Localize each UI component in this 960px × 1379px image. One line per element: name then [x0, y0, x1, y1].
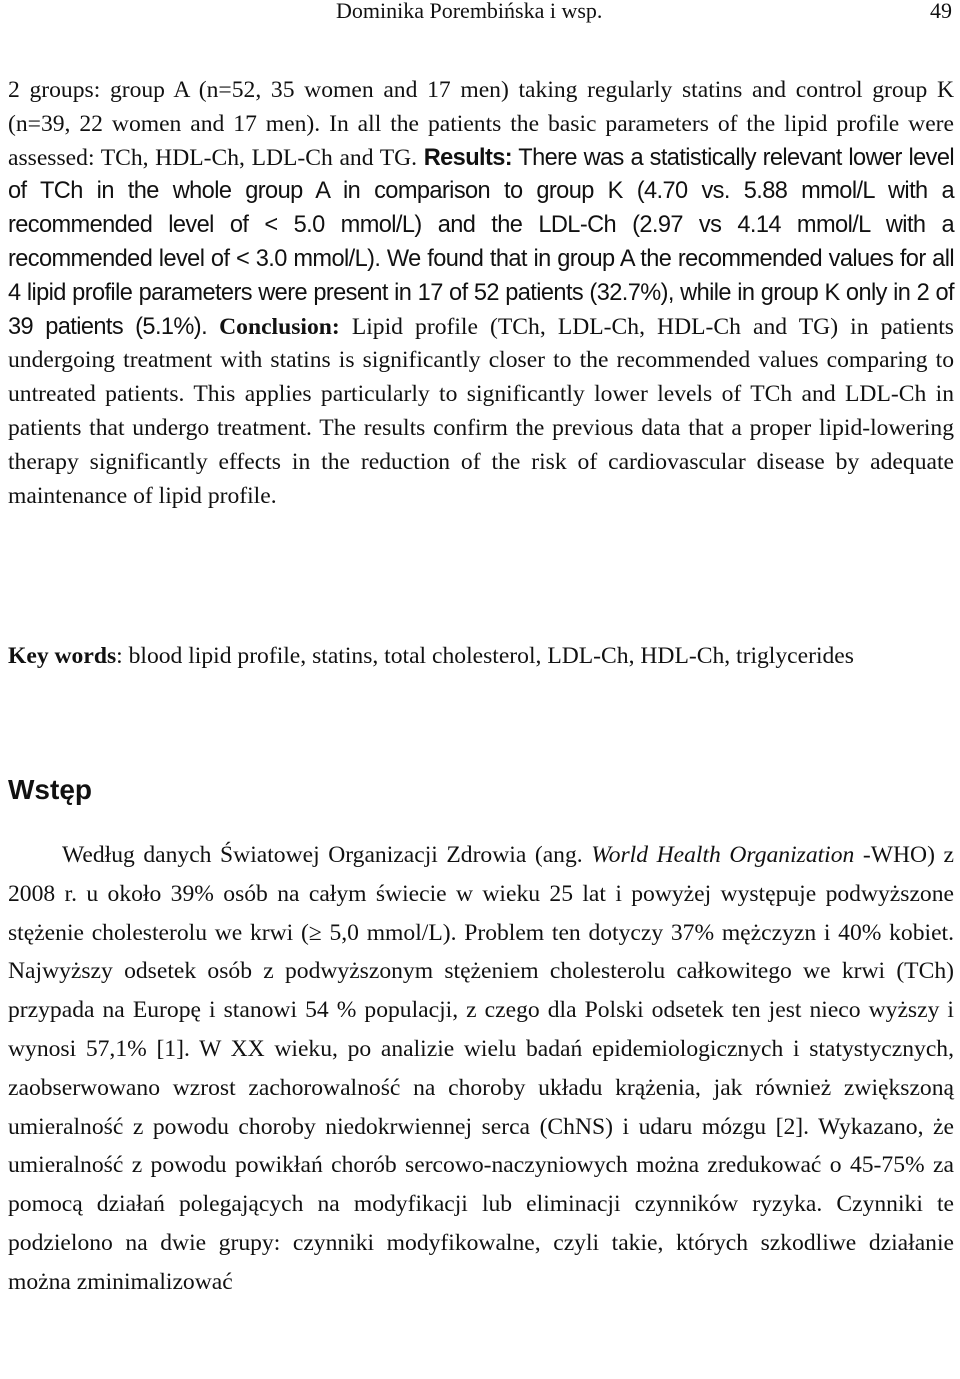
abstract-results [8, 145, 954, 340]
abstract-groups-text: 2 groups: group A (n=52, 35 women and 17 men) taking regularly statins and control group K (n=39, 22 women and 17 men). In all the patients the basic parameters of the lipid profile were assessed: TCh, HDL-Ch, LDL-Ch and TG. [8, 77, 954, 171]
abstract-paragraph [8, 74, 954, 513]
keywords-paragraph [8, 640, 954, 673]
body-paragraph [8, 836, 954, 1302]
body-text-part1: Według danych Światowej Organizacji Zdrowia (ang. [62, 842, 592, 868]
page-number: 49 [930, 0, 952, 23]
keywords-label: Key words [8, 643, 117, 669]
body-text-part2: -WHO) z 2008 r. u około 39% osób na całym świecie w wieku 25 lat i powyżej występuje podwyższone stężenie cholesterolu we krwi (≥ 5,0 mmol/L). Problem ten dotyczy 37% mężczyzn i 40% kobiet. Najwyższy odsetek osób z podwyższonym stężeniem cholesterolu całkowitego we krwi (TCh) przypada na Europę i stanowi 54 % populacji, z czego dla Polski odsetek ten jest nieco wyższy i wynosi 57,1% [1]. W XX wieku, po analizie wielu badań epidemiologicznych i statystycznych, zaobserwowano wzrost zachorowalność na choroby układu krążenia, jak również zwiększoną umieralność z powodu choroby niedokrwiennej serca (ChNS) i udaru mózgu [2]. Wykazano, że umieralność z powodu powikłań chorób sercowo-naczyniowych można zredukować o 45-75% za pomocą działań polegających na modyfikacji lub eliminacji czynników ryzyka. Czynniki te podzielono na dwie grupy: czynniki modyfikowalne, czyli takie, których szkodliwe działanie można zminimalizować [8, 842, 954, 1295]
body-text-block [8, 836, 954, 1302]
body-italic-term: World Health Organization [591, 842, 855, 868]
keywords-block [8, 640, 954, 673]
keywords-text: : blood lipid profile, statins, total cholesterol, LDL-Ch, HDL-Ch, triglycerides [116, 643, 854, 669]
conclusion-label: Conclusion: [219, 313, 340, 340]
results-label: Results: [423, 144, 513, 171]
running-header [8, 0, 952, 28]
section-heading: Wstęp [8, 774, 92, 805]
abstract-block [8, 74, 954, 513]
header-author: Dominika Porembińska i wsp. [336, 0, 603, 23]
conclusion-text: Lipid profile (TCh, LDL-Ch, HDL-Ch and TG) in patients undergoing treatment with statins is significantly closer to the recommended values comparing to untreated patients. This applies particularly to significantly lower levels of TCh and LDL-Ch in patients that undergo treatment. The results confirm the previous data that a proper lipid-lowering therapy significantly effects in the reduction of the risk of cardiovascular disease by adequate maintenance of lipid profile. [8, 313, 954, 509]
results-text: There was a statistically relevant lower level of TCh in the whole group A in comparison to group K (4.70 vs. 5.88 mmol/L with a recommended level of < 5.0 mmol/L) and the LDL-Ch (2.97 vs 4.14 mmol/L with a recommended level of < 3.0 mmol/L). We found that in group A the recommended values for all 4 lipid profile parameters were present in 17 of 52 patients (32.7%), while in group K only in 2 of 39 patients (5.1%). [8, 144, 955, 340]
